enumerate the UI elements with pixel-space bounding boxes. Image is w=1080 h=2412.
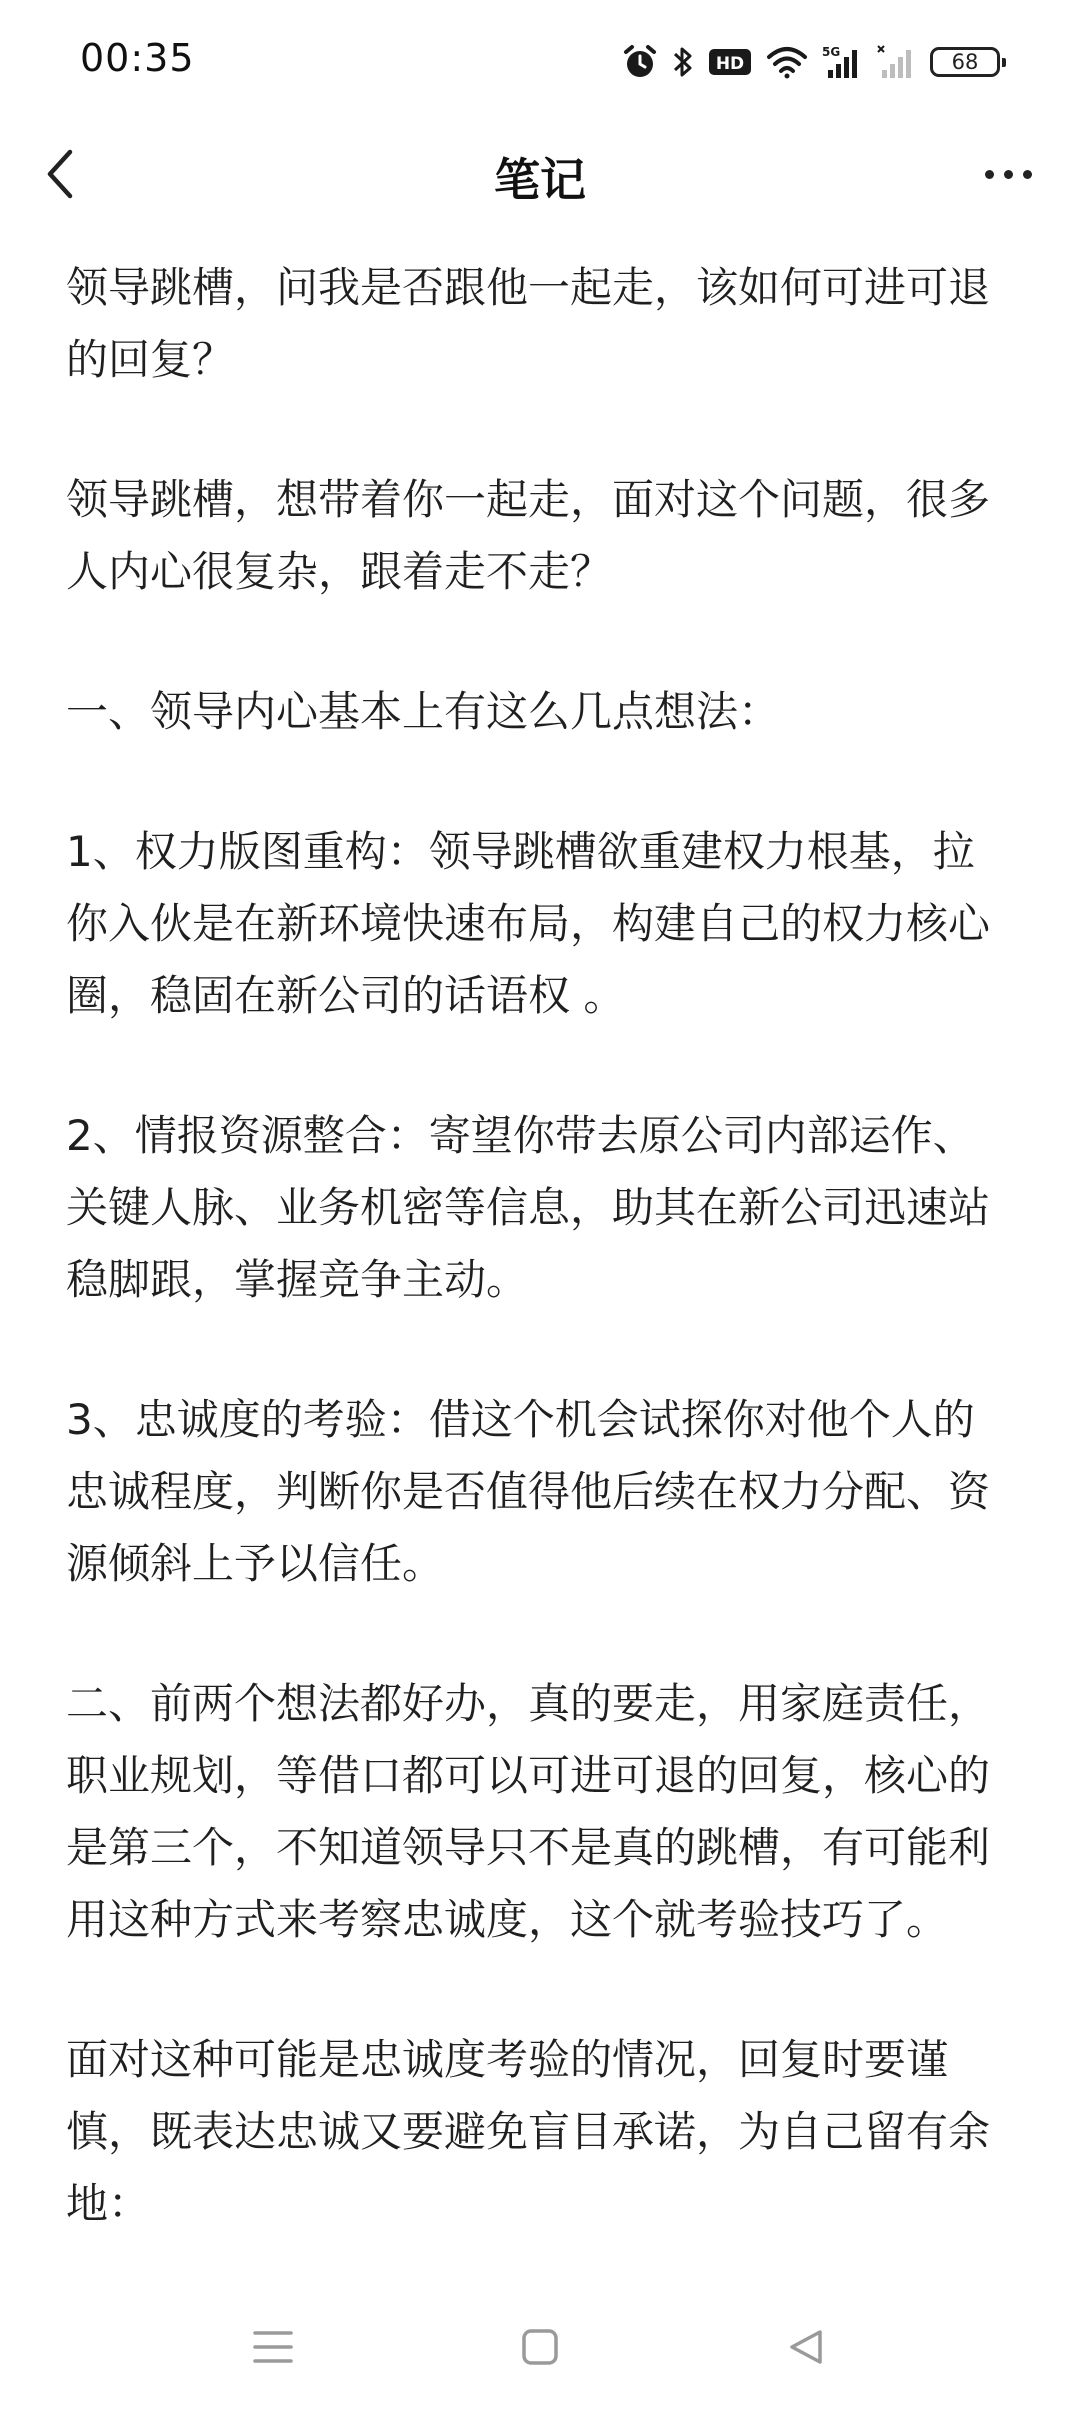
home-button[interactable]	[505, 2312, 575, 2382]
page-title: 笔记	[494, 153, 586, 207]
nav-back-button[interactable]	[771, 2312, 841, 2382]
triangle-back-icon	[786, 2327, 826, 2367]
wifi-icon	[766, 45, 808, 79]
note-paragraph: 二、前两个想法都好办，真的要走，用家庭责任，职业规划，等借口都可以可进可退的回复，核心的是第三个，不知道领导只不是真的跳槽，有可能利用这种方式来考察忠诚度，这个就考验技巧了。	[66, 1679, 991, 1944]
more-dot	[1023, 170, 1032, 179]
more-dots-icon	[985, 170, 994, 179]
more-dot	[1004, 170, 1013, 179]
status-icons	[622, 38, 1000, 86]
signal-5g-icon	[822, 44, 862, 80]
note-paragraph: 1、权力版图重构：领导跳槽欲重建权力根基，拉你入伙是在新环境快速布局，构建自己的权力核心圈，稳固在新公司的话语权 。	[66, 827, 991, 1020]
note-paragraph: 领导跳槽，问我是否跟他一起走，该如何可进可退的回复？	[66, 263, 991, 384]
status-time: 00:35	[80, 36, 195, 80]
battery-level: 68	[951, 50, 979, 74]
note-paragraph: 一、领导内心基本上有这么几点想法：	[66, 687, 781, 736]
menu-icon	[251, 2327, 295, 2367]
hd-icon	[708, 47, 752, 77]
bluetooth-icon	[672, 44, 694, 80]
hd-label: HD	[715, 54, 745, 74]
more-options-button[interactable]	[972, 138, 1044, 210]
system-nav-bar	[0, 2282, 1080, 2412]
status-bar	[0, 0, 1080, 124]
note-body[interactable]	[66, 252, 1016, 2308]
alarm-icon	[622, 44, 658, 80]
signal-no-service-icon	[876, 44, 916, 80]
note-paragraph: 面对这种可能是忠诚度考验的情况，回复时要谨慎，既表达忠诚又要避免盲目承诺，为自己留有余地：	[66, 2035, 991, 2228]
recent-apps-button[interactable]	[238, 2312, 308, 2382]
note-paragraph: 2、情报资源整合：寄望你带去原公司内部运作、关键人脉、业务机密等信息，助其在新公司迅速站稳脚跟，掌握竞争主动。	[66, 1111, 991, 1304]
battery-icon	[930, 47, 1000, 77]
network-label: 5G	[822, 45, 841, 59]
square-icon	[520, 2327, 560, 2367]
note-paragraph: 3、忠诚度的考验：借这个机会试探你对他个人的忠诚程度，判断你是否值得他后续在权力分配、资源倾斜上予以信任。	[66, 1395, 991, 1588]
note-paragraph: 领导跳槽，想带着你一起走，面对这个问题，很多人内心很复杂，跟着走不走？	[66, 475, 991, 596]
app-header	[0, 124, 1080, 224]
